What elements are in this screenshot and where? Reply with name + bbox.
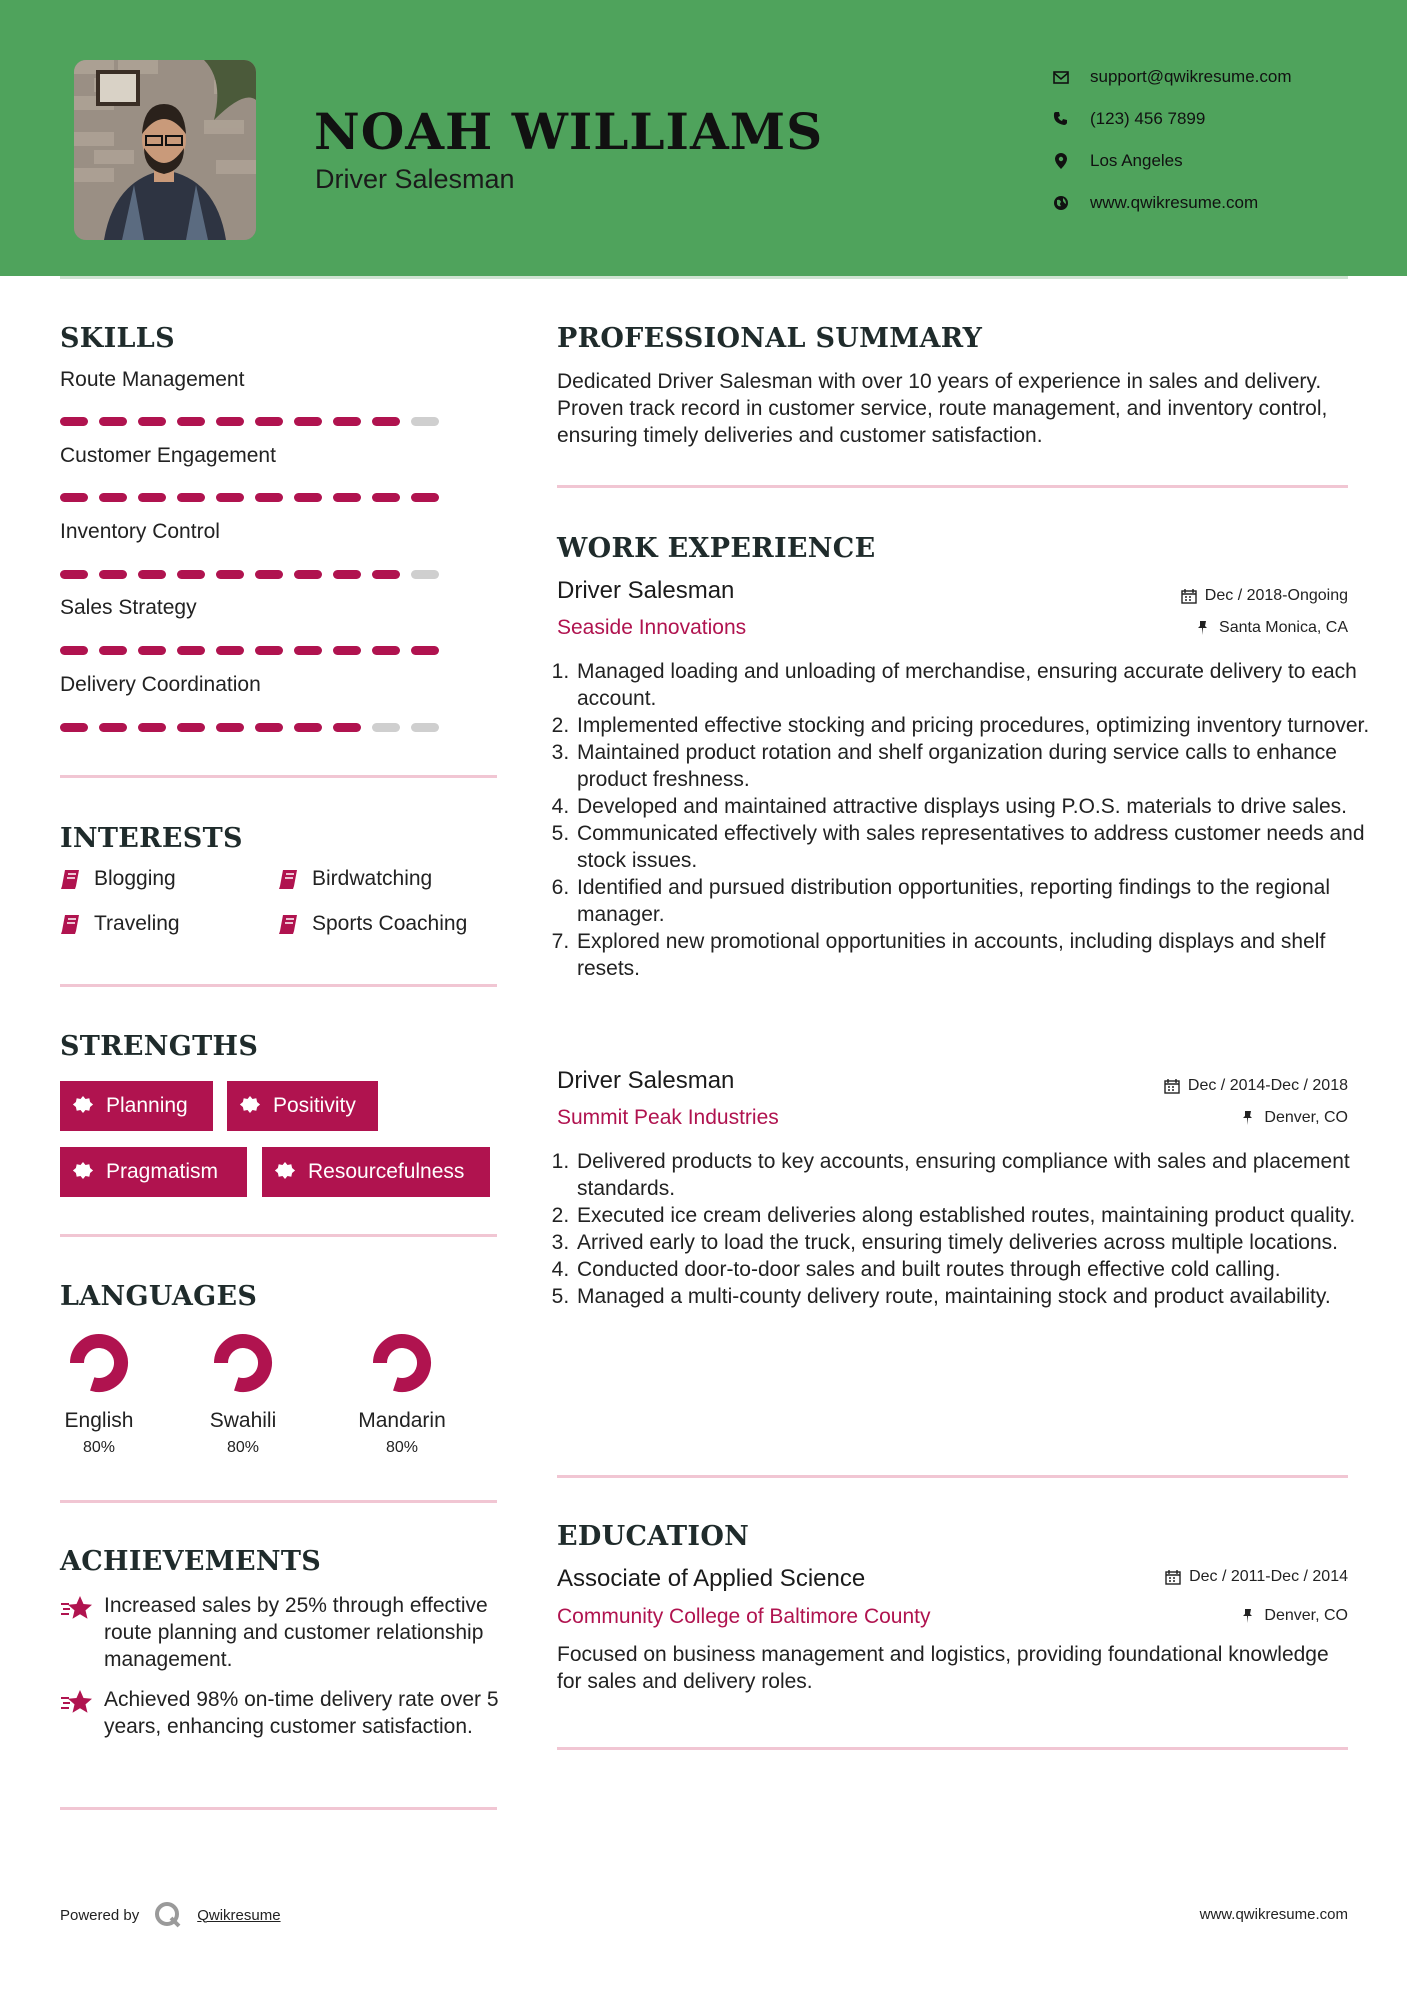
job-location xyxy=(1240,1109,1348,1127)
profile-photo xyxy=(74,60,256,240)
skill-dot-filled xyxy=(333,646,361,655)
language-percent: 80% xyxy=(385,1439,419,1456)
skill-label: Delivery Coordination xyxy=(60,673,261,696)
interest-label: Birdwatching xyxy=(312,867,433,890)
skill-meter xyxy=(60,723,450,732)
education-school: Community College of Baltimore County xyxy=(557,1605,931,1628)
skill-label: Customer Engagement xyxy=(60,444,276,467)
job-bullet: 6. Identified and pursued distribution opportunities, reporting findings to the regional manager. xyxy=(575,874,1375,928)
job-bullet: 3. Maintained product rotation and shelf organization during service calls to enhance product freshness. xyxy=(575,739,1375,793)
contact-website[interactable] xyxy=(1050,182,1292,224)
education-location-text: Denver, CO xyxy=(1264,1607,1348,1624)
achievements-heading: ACHIEVEMENTS xyxy=(60,1546,322,1577)
candidate-name: NOAH WILLIAMS xyxy=(314,102,824,161)
skill-dot-filled xyxy=(372,417,400,426)
envelope-icon xyxy=(1050,66,1072,88)
skill-dot-filled xyxy=(372,493,400,502)
skill-dot-filled xyxy=(255,417,283,426)
skill-dot-filled xyxy=(333,493,361,502)
strength-label: Positivity xyxy=(273,1094,356,1117)
job-bullet: 1. Delivered products to key accounts, ensuring compliance with sales and placement standards. xyxy=(575,1148,1375,1202)
pin-icon xyxy=(1195,620,1211,636)
star-icon xyxy=(60,1594,94,1622)
skill-dot-filled xyxy=(216,417,244,426)
achievement-item xyxy=(60,1592,500,1673)
skill-dot-filled xyxy=(177,493,205,502)
language-percent: 80% xyxy=(226,1439,260,1456)
skill-dot-filled xyxy=(138,417,166,426)
language-item xyxy=(352,1330,452,1457)
achievement-item xyxy=(60,1686,500,1740)
strengths-heading: STRENGTHS xyxy=(60,1031,259,1062)
skill-dot-empty xyxy=(411,417,439,426)
skill-dot-filled xyxy=(255,646,283,655)
job-location-text: Santa Monica, CA xyxy=(1219,619,1348,636)
interest-item xyxy=(60,912,180,936)
contact-location-text: Los Angeles xyxy=(1090,151,1183,170)
summary-text: Dedicated Driver Salesman with over 10 years of experience in sales and delivery. Proven track record in customer service, route management, and inventory control, ensuring timely deliveries and customer satisfaction. xyxy=(557,370,1328,447)
job-bullet: 7. Explored new promotional opportunities in accounts, including displays and shelf resets. xyxy=(575,928,1375,982)
section-divider xyxy=(557,485,1348,488)
skill-dot-filled xyxy=(177,417,205,426)
contact-email[interactable] xyxy=(1050,56,1292,98)
section-divider xyxy=(60,1807,497,1810)
job-bullet: 4. Developed and maintained attractive displays using P.O.S. materials to drive sales. xyxy=(575,793,1375,820)
job-bullets xyxy=(557,1148,1375,1310)
skill-dot-filled xyxy=(411,493,439,502)
achievement-text: Achieved 98% on-time delivery rate over 5 years, enhancing customer satisfaction. xyxy=(104,1688,499,1738)
job-bullet: 3. Arrived early to load the truck, ensuring timely deliveries across multiple locations. xyxy=(575,1229,1375,1256)
language-name: Swahili xyxy=(209,1409,277,1432)
skill-dot-filled xyxy=(60,493,88,502)
language-ring-arc xyxy=(77,1341,121,1385)
skill-dot-filled xyxy=(216,723,244,732)
pin-icon xyxy=(1240,1608,1256,1624)
skill-dot-filled xyxy=(294,493,322,502)
header-divider xyxy=(60,276,1348,279)
footer-website[interactable]: www.qwikresume.com xyxy=(1199,1906,1348,1923)
job-company: Seaside Innovations xyxy=(557,616,747,639)
phone-icon xyxy=(1050,108,1072,130)
skill-dot-filled xyxy=(60,723,88,732)
badge-icon xyxy=(274,1161,296,1183)
pin-icon xyxy=(1240,1110,1256,1126)
strength-tag xyxy=(60,1147,247,1197)
strength-label: Resourcefulness xyxy=(308,1160,465,1183)
education-dates-text: Dec / 2011-Dec / 2014 xyxy=(1189,1568,1348,1585)
skill-dot-filled xyxy=(138,570,166,579)
star-icon xyxy=(60,1688,94,1716)
skill-dot-filled xyxy=(99,723,127,732)
header-banner xyxy=(0,0,1407,276)
education-heading: EDUCATION xyxy=(557,1521,750,1552)
skill-dot-filled xyxy=(60,570,88,579)
contact-phone-text: (123) 456 7899 xyxy=(1090,109,1206,128)
achievement-text: Increased sales by 25% through effective route planning and customer relationship management. xyxy=(104,1594,488,1671)
language-item xyxy=(49,1330,149,1457)
education-location xyxy=(1240,1607,1348,1625)
skill-meter xyxy=(60,493,450,502)
badge-icon xyxy=(72,1095,94,1117)
job-location xyxy=(1195,619,1348,637)
contact-email-text: support@qwikresume.com xyxy=(1090,67,1292,86)
experience-heading: WORK EXPERIENCE xyxy=(557,533,876,564)
language-ring-arc xyxy=(380,1341,424,1385)
strength-label: Planning xyxy=(106,1094,188,1117)
job-location-text: Denver, CO xyxy=(1264,1109,1348,1126)
skill-dot-empty xyxy=(411,570,439,579)
strength-tag xyxy=(227,1081,378,1131)
job-bullet: 5. Communicated effectively with sales representatives to address customer needs and stock issues. xyxy=(575,820,1375,874)
skill-dot-filled xyxy=(138,493,166,502)
section-divider xyxy=(60,984,497,987)
skill-dot-filled xyxy=(294,417,322,426)
skill-dot-filled xyxy=(177,646,205,655)
interests-heading: INTERESTS xyxy=(60,823,243,854)
skill-dot-filled xyxy=(216,570,244,579)
degree-title: Associate of Applied Science xyxy=(557,1565,866,1592)
skill-meter xyxy=(60,417,450,426)
contact-location xyxy=(1050,140,1292,182)
job-dates-text: Dec / 2018-Ongoing xyxy=(1204,587,1348,604)
book-icon xyxy=(60,868,82,890)
map-pin-icon xyxy=(1050,150,1072,172)
skill-dot-filled xyxy=(255,570,283,579)
skill-dot-filled xyxy=(411,646,439,655)
skill-dot-filled xyxy=(216,493,244,502)
skill-dot-filled xyxy=(99,417,127,426)
badge-icon xyxy=(72,1161,94,1183)
skill-dot-filled xyxy=(372,570,400,579)
skill-dot-filled xyxy=(60,646,88,655)
languages-heading: LANGUAGES xyxy=(60,1281,258,1312)
section-divider xyxy=(557,1747,1348,1750)
section-divider xyxy=(60,775,497,778)
skill-dot-filled xyxy=(138,646,166,655)
job-dates-text: Dec / 2014-Dec / 2018 xyxy=(1187,1077,1348,1094)
job-bullet: 2. Executed ice cream deliveries along established routes, maintaining product quality. xyxy=(575,1202,1375,1229)
skill-dot-filled xyxy=(99,493,127,502)
job-bullet: 4. Conducted door-to-door sales and built routes through effective cold calling. xyxy=(575,1256,1375,1283)
skill-dot-filled xyxy=(294,570,322,579)
skill-label: Sales Strategy xyxy=(60,596,197,619)
book-icon xyxy=(278,868,300,890)
language-ring xyxy=(66,1330,132,1396)
skill-dot-filled xyxy=(216,646,244,655)
skill-dot-empty xyxy=(372,723,400,732)
skill-dot-filled xyxy=(372,646,400,655)
book-icon xyxy=(278,913,300,935)
skill-meter xyxy=(60,570,450,579)
powered-by-text: Powered by xyxy=(60,1906,140,1924)
strength-label: Pragmatism xyxy=(106,1160,219,1183)
skill-dot-filled xyxy=(255,493,283,502)
globe-icon xyxy=(1050,192,1072,214)
job-dates xyxy=(1181,587,1348,605)
language-percent: 80% xyxy=(82,1439,116,1456)
calendar-icon xyxy=(1181,588,1197,604)
strength-tag xyxy=(262,1147,490,1197)
job-dates xyxy=(1164,1077,1348,1095)
calendar-icon xyxy=(1165,1569,1181,1585)
contact-phone[interactable] xyxy=(1050,98,1292,140)
interest-label: Sports Coaching xyxy=(312,912,468,935)
job-title: Driver Salesman xyxy=(557,1067,735,1094)
language-item xyxy=(193,1330,293,1457)
candidate-title: Driver Salesman xyxy=(315,164,515,194)
interest-item xyxy=(60,867,176,891)
qwikresume-logo-icon xyxy=(153,1900,183,1930)
interest-label: Blogging xyxy=(94,867,176,890)
language-name: English xyxy=(64,1409,134,1432)
education-text: Focused on business management and logistics, providing foundational knowledge for sales and delivery roles. xyxy=(557,1643,1329,1693)
job-company: Summit Peak Industries xyxy=(557,1106,779,1129)
language-ring xyxy=(369,1330,435,1396)
section-divider xyxy=(60,1234,497,1237)
qwikresume-link[interactable]: Qwikresume xyxy=(197,1906,281,1924)
job-bullets xyxy=(557,658,1375,982)
interest-item xyxy=(278,867,432,891)
contact-website-text: www.qwikresume.com xyxy=(1090,193,1259,212)
language-ring xyxy=(210,1330,276,1396)
skill-dot-filled xyxy=(177,723,205,732)
job-title: Driver Salesman xyxy=(557,577,735,604)
calendar-icon xyxy=(1164,1078,1180,1094)
skill-dot-filled xyxy=(333,417,361,426)
badge-icon xyxy=(239,1095,261,1117)
skill-dot-empty xyxy=(411,723,439,732)
skill-dot-filled xyxy=(99,570,127,579)
skill-dot-filled xyxy=(333,570,361,579)
language-name: Mandarin xyxy=(358,1409,446,1432)
job-bullet: 2. Implemented effective stocking and pricing procedures, optimizing inventory turnover. xyxy=(575,712,1375,739)
skill-dot-filled xyxy=(177,570,205,579)
interest-item xyxy=(278,912,467,936)
interest-label: Traveling xyxy=(94,912,180,935)
skill-label: Route Management xyxy=(60,368,245,391)
section-divider xyxy=(557,1475,1348,1478)
skill-dot-filled xyxy=(138,723,166,732)
skill-meter xyxy=(60,646,450,655)
education-dates xyxy=(1165,1568,1348,1586)
contact-list xyxy=(1050,56,1292,224)
section-divider xyxy=(60,1500,497,1503)
skill-dot-filled xyxy=(294,646,322,655)
footer-powered-by xyxy=(60,1900,281,1930)
skill-dot-filled xyxy=(294,723,322,732)
job-bullet: 1. Managed loading and unloading of merchandise, ensuring accurate delivery to each account. xyxy=(575,658,1375,712)
book-icon xyxy=(60,913,82,935)
job-bullet: 5. Managed a multi-county delivery route, maintaining stock and product availability. xyxy=(575,1283,1375,1310)
summary-heading: PROFESSIONAL SUMMARY xyxy=(557,323,983,354)
language-ring-arc xyxy=(221,1341,265,1385)
strength-tag xyxy=(60,1081,213,1131)
skill-dot-filled xyxy=(333,723,361,732)
skill-dot-filled xyxy=(99,646,127,655)
skill-dot-filled xyxy=(255,723,283,732)
skills-heading: SKILLS xyxy=(60,323,175,354)
skill-label: Inventory Control xyxy=(60,520,220,543)
skill-dot-filled xyxy=(60,417,88,426)
